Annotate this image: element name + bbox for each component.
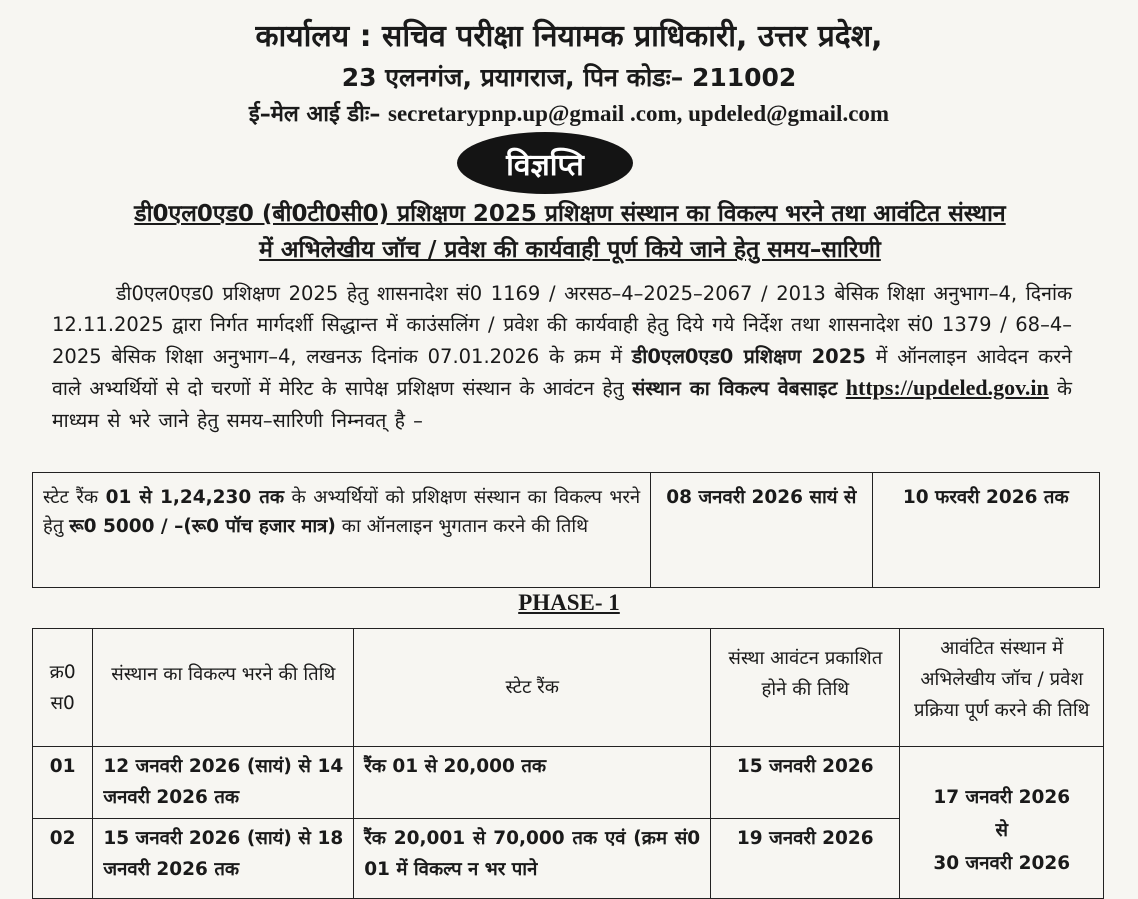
verify-period (900, 747, 1104, 899)
para-bold-1: डी0एल0एड0 प्रशिक्षण 2025 (631, 344, 866, 368)
row1-rank: रैंक 01 से 20,000 तक (354, 747, 711, 819)
office-heading: कार्यालय : सचिव परीक्षा नियामक प्राधिकारी, उत्तर प्रदेश, (255, 19, 883, 54)
subject-text-2: में अभिलेखीय जॉच / प्रवेश की कार्यवाही पूर्ण किये जाने हेतु समय–सारिणी (259, 237, 881, 263)
row2-choice-date: 15 जनवरी 2026 (सायं) से 18 जनवरी 2026 तक (93, 819, 354, 899)
payment-desc-c: के अभ्यर्थियों को प्रशिक्षण संस्थान का विकल्प भरने हेतु (43, 487, 641, 537)
email-line (0, 98, 1138, 128)
header-allot-date: संस्था आवंटन प्रकाशित होने की तिथि (711, 629, 900, 747)
row1-choice-date: 12 जनवरी 2026 (सायं) से 14 जनवरी 2026 तक (93, 747, 354, 819)
phase1-table (32, 628, 1104, 899)
verify-mid: से (995, 820, 1008, 841)
office-address: 23 एलनगंज, प्रयागराज, पिन कोडः– 211002 (341, 63, 797, 92)
payment-from-date: 08 जनवरी 2026 सायं से (651, 473, 872, 588)
header-verify-date: आवंटित संस्थान में अभिलेखीय जॉच / प्रवेश प्रक्रिया पूर्ण करने की तिथि (900, 629, 1104, 747)
row1-allot-date: 15 जनवरी 2026 (711, 747, 900, 819)
header-choice-date: संस्थान का विकल्प भरने की तिथि (93, 629, 354, 747)
payment-desc-d: रू0 5000 / –(रू0 पॉच हजार मात्र) (69, 516, 336, 537)
verify-from: 17 जनवरी 2026 (933, 787, 1071, 808)
table-row (33, 747, 1104, 819)
para-text-3: के माध्यम से भरे जाने हेतु समय–सारिणी निम्नवत् है – (52, 377, 1073, 432)
payment-row (33, 473, 1100, 588)
header-sno: क्र0 स0 (33, 629, 93, 747)
payment-description (33, 473, 651, 588)
header-state-rank: स्टेट रैंक (354, 629, 711, 747)
payment-desc-e: का ऑनलाइन भुगतान करने की तिथि (341, 516, 589, 537)
phase-title: PHASE- 1 (518, 590, 620, 615)
subject-text-1: डी0एल0एड0 (बी0टी0सी0) प्रशिक्षण 2025 प्रशिक्षण संस्थान का विकल्प भरने तथा आवंटित संस्थान (134, 201, 1006, 227)
notice-badge: विज्ञप्ति (457, 132, 633, 194)
subject-line-1 (40, 196, 1100, 228)
header-row (33, 629, 1104, 747)
para-text-2: में ऑनलाइन आवेदन करने वाले अभ्यर्थियों से दो चरणों में मेरिट के सापेक्ष प्रशिक्षण संस्थान के आवंटन हेतु (52, 344, 1073, 401)
email-label: ई–मेल आई डीः– (248, 102, 381, 127)
payment-desc-b: 01 से 1,24,230 तक (105, 487, 285, 508)
row2-sno: 02 (33, 819, 93, 899)
subject-line-2 (40, 232, 1100, 264)
row2-rank: रैंक 20,001 से 70,000 तक एवं (क्रम सं0 01 में विकल्प न भर पाने (354, 819, 711, 899)
para-text-1: डी0एल0एड0 प्रशिक्षण 2025 हेतु शासनादेश सं0 1169 / अरसठ–4–2025–2067 / 2013 बेसिक शिक्षा अनुभाग–4, दिनांक 12.11.2025 द्वारा निर्गत मार्गदर्शी सिद्धान्त में काउंसलिंग / प्रवेश की कार्यवाही हेतु दिये गये निर्देश तथा शासनादेश सं0 1379 / 68–4–2025 बेसिक शिक्षा अनुभाग–4, लखनऊ दिनांक 07.01.2026 के क्रम में (52, 282, 1072, 368)
payment-to-date: 10 फरवरी 2026 तक (872, 473, 1099, 588)
email-addresses: secretarypnp.up@gmail .com, updeled@gmail.com (388, 101, 890, 126)
row2-allot-date: 19 जनवरी 2026 (711, 819, 900, 899)
verify-to: 30 जनवरी 2026 (933, 853, 1071, 874)
payment-table (32, 472, 1100, 588)
website-link[interactable]: https://updeled.gov.in (845, 375, 1049, 401)
payment-desc-a: स्टेट रैंक (43, 487, 99, 508)
para-bold-2: संस्थान का विकल्प वेबसाइट (632, 377, 838, 401)
row1-sno: 01 (33, 747, 93, 819)
body-paragraph (52, 278, 1072, 436)
